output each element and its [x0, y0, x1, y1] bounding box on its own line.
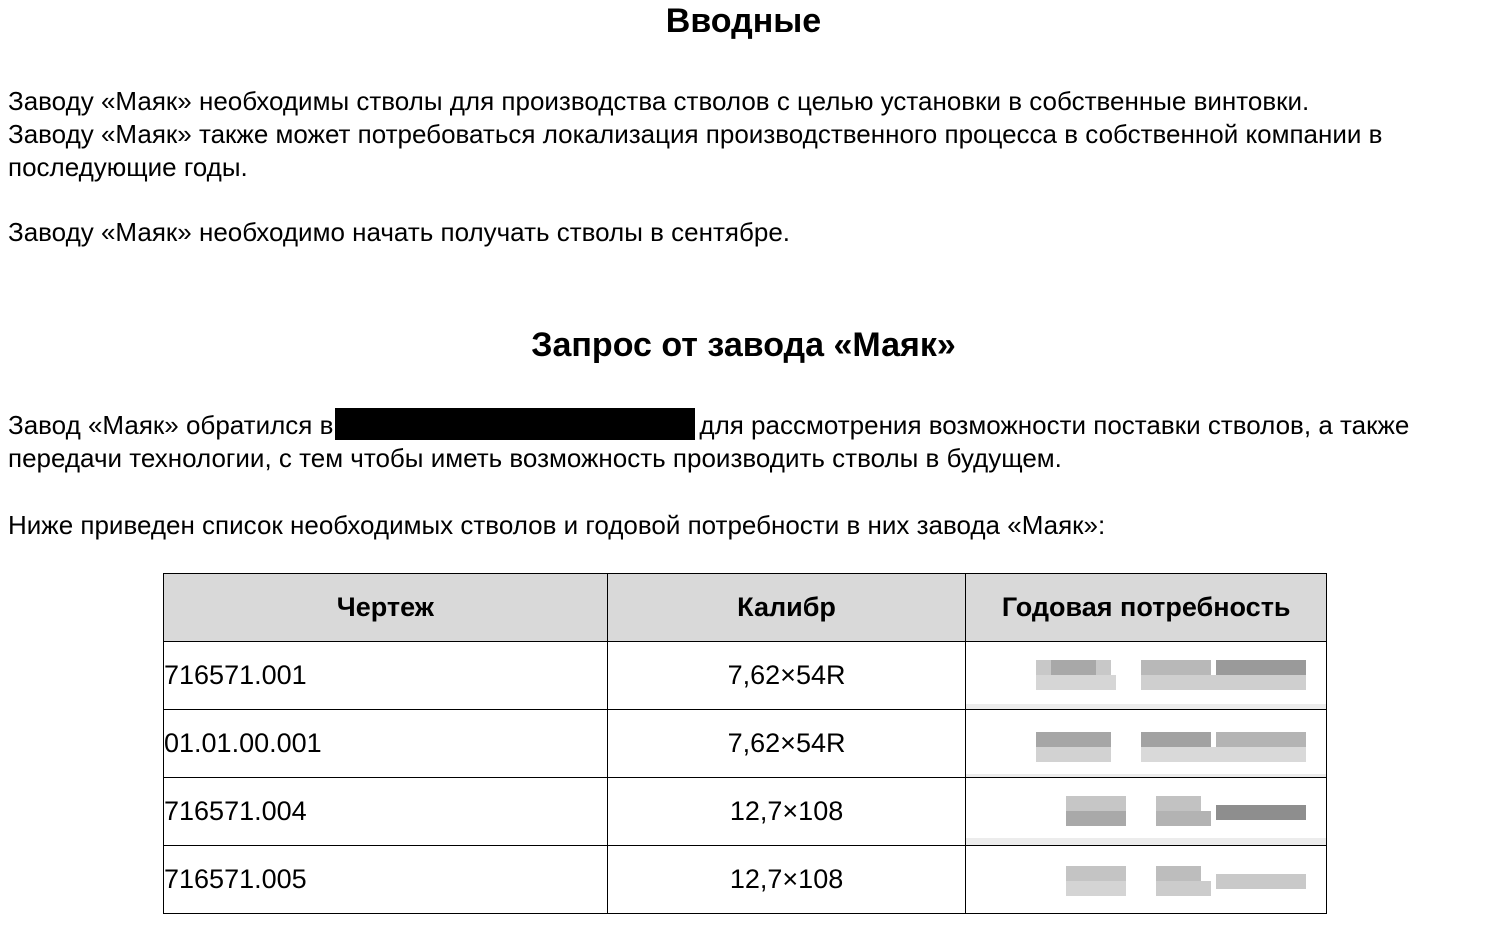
intro-deadline-paragraph: Заводу «Маяк» необходимо начать получать стволы в сентябре.: [8, 217, 791, 247]
redaction-bar: [335, 408, 695, 440]
annual-need-cell-pixelated: [966, 710, 1327, 778]
annual-need-cell-pixelated: [966, 778, 1327, 846]
caliber-cell: 12,7×108: [607, 778, 966, 846]
pixelated-value: [966, 710, 1326, 777]
request-text-after: для рассмотрения возможности поставки стволов, а также передачи технологии, с тем чтобы иметь возможность производить стволы в будущем.: [8, 410, 1410, 473]
drawing-cell: 716571.005: [164, 846, 608, 914]
barrel-requirements-table: [163, 573, 1327, 914]
drawing-cell: 716571.004: [164, 778, 608, 846]
caliber-cell: 7,62×54R: [607, 710, 966, 778]
column-header-drawing: Чертеж: [164, 574, 608, 642]
drawing-cell: 01.01.00.001: [164, 710, 608, 778]
intro-line-1: Заводу «Маяк» необходимы стволы для производства стволов с целью установки в собственные винтовки.: [8, 86, 1310, 116]
pixelated-value: [966, 846, 1326, 913]
caliber-cell: 7,62×54R: [607, 642, 966, 710]
request-text-before: Завод «Маяк» обратился в: [8, 410, 334, 440]
list-intro-paragraph: Ниже приведен список необходимых стволов и годовой потребности в них завода «Маяк»:: [8, 510, 1106, 540]
annual-need-cell-pixelated: [966, 642, 1327, 710]
caliber-cell: 12,7×108: [607, 846, 966, 914]
section-heading-request: Запрос от завода «Маяк»: [531, 326, 956, 364]
pixelated-value: [966, 778, 1326, 845]
table-header-row: [164, 574, 1327, 642]
section-heading-intro: Вводные: [665, 2, 822, 40]
intro-paragraph: [8, 85, 1478, 184]
table-row: [164, 710, 1327, 778]
pixelated-value: [966, 642, 1326, 709]
annual-need-cell-pixelated: [966, 846, 1327, 914]
request-paragraph: [8, 408, 1478, 475]
column-header-caliber: Калибр: [607, 574, 966, 642]
intro-line-2: Заводу «Маяк» также может потребоваться локализация производственного процесса в собственной компании в последующие годы.: [8, 119, 1383, 182]
table-row: [164, 778, 1327, 846]
column-header-annual-need: Годовая потребность: [966, 574, 1327, 642]
table-row: [164, 642, 1327, 710]
drawing-cell: 716571.001: [164, 642, 608, 710]
table-row: [164, 846, 1327, 914]
